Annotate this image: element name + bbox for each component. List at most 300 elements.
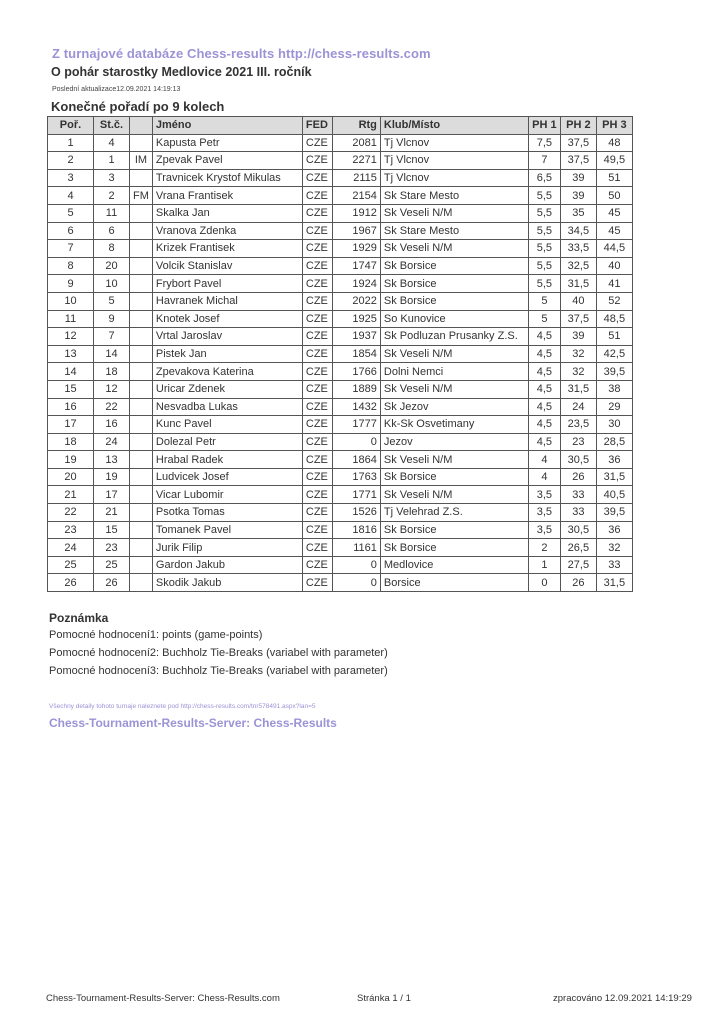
- table-row: [48, 521, 633, 539]
- table-row: [48, 556, 633, 574]
- cell-ph2: 37,5: [560, 310, 596, 328]
- cell-ph1: 3,5: [528, 486, 560, 504]
- cell-ph3: 49,5: [596, 152, 632, 170]
- cell-start-number: 18: [94, 363, 130, 381]
- cell-federation: CZE: [302, 521, 332, 539]
- cell-rank: 7: [48, 240, 94, 258]
- cell-ph3: 39,5: [596, 504, 632, 522]
- cell-name: Vrana Frantisek: [152, 187, 302, 205]
- cell-rank: 16: [48, 398, 94, 416]
- cell-rating: 1766: [332, 363, 380, 381]
- cell-name: Nesvadba Lukas: [152, 398, 302, 416]
- table-row: [48, 169, 633, 187]
- server-link[interactable]: Chess-Tournament-Results-Server: Chess-Results: [49, 716, 337, 730]
- cell-ph1: 2: [528, 539, 560, 557]
- cell-ph1: 5,5: [528, 187, 560, 205]
- cell-rank: 15: [48, 380, 94, 398]
- cell-ph1: 4: [528, 468, 560, 486]
- cell-rank: 20: [48, 468, 94, 486]
- table-row: [48, 240, 633, 258]
- cell-rating: 1526: [332, 504, 380, 522]
- cell-rating: 2271: [332, 152, 380, 170]
- cell-start-number: 12: [94, 380, 130, 398]
- cell-federation: CZE: [302, 240, 332, 258]
- cell-club: Tj Vlcnov: [380, 134, 528, 152]
- cell-club: Tj Vlcnov: [380, 152, 528, 170]
- cell-title: [130, 556, 153, 574]
- cell-rating: 1432: [332, 398, 380, 416]
- cell-club: Tj Velehrad Z.S.: [380, 504, 528, 522]
- cell-rank: 19: [48, 451, 94, 469]
- cell-title: IM: [130, 152, 153, 170]
- cell-start-number: 21: [94, 504, 130, 522]
- cell-start-number: 13: [94, 451, 130, 469]
- cell-name: Kunc Pavel: [152, 416, 302, 434]
- col-header-start-number: St.č.: [94, 117, 130, 135]
- cell-ph3: 38: [596, 380, 632, 398]
- cell-start-number: 22: [94, 398, 130, 416]
- cell-federation: CZE: [302, 310, 332, 328]
- cell-ph1: 4,5: [528, 345, 560, 363]
- cell-rank: 14: [48, 363, 94, 381]
- cell-start-number: 7: [94, 328, 130, 346]
- note-line: Pomocné hodnocení1: points (game-points): [49, 629, 263, 641]
- col-header-name: Jméno: [152, 117, 302, 135]
- table-row: [48, 416, 633, 434]
- cell-start-number: 19: [94, 468, 130, 486]
- col-header-rank: Poř.: [48, 117, 94, 135]
- cell-federation: CZE: [302, 556, 332, 574]
- cell-start-number: 2: [94, 187, 130, 205]
- cell-name: Vicar Lubomir: [152, 486, 302, 504]
- cell-name: Volcik Stanislav: [152, 257, 302, 275]
- cell-ph1: 4,5: [528, 398, 560, 416]
- cell-name: Jurik Filip: [152, 539, 302, 557]
- cell-title: [130, 169, 153, 187]
- cell-title: [130, 222, 153, 240]
- table-row: [48, 204, 633, 222]
- cell-ph3: 48: [596, 134, 632, 152]
- cell-rating: 2115: [332, 169, 380, 187]
- cell-rating: 1771: [332, 486, 380, 504]
- cell-rating: 1864: [332, 451, 380, 469]
- cell-title: [130, 345, 153, 363]
- cell-rating: 0: [332, 574, 380, 592]
- cell-rank: 23: [48, 521, 94, 539]
- cell-ph2: 24: [560, 398, 596, 416]
- cell-name: Kapusta Petr: [152, 134, 302, 152]
- cell-ph1: 1: [528, 556, 560, 574]
- cell-start-number: 26: [94, 574, 130, 592]
- cell-federation: CZE: [302, 204, 332, 222]
- cell-rank: 21: [48, 486, 94, 504]
- cell-start-number: 9: [94, 310, 130, 328]
- cell-ph3: 50: [596, 187, 632, 205]
- cell-ph3: 40: [596, 257, 632, 275]
- col-header-club: Klub/Místo: [380, 117, 528, 135]
- cell-federation: CZE: [302, 345, 332, 363]
- table-row: [48, 486, 633, 504]
- cell-ph3: 36: [596, 451, 632, 469]
- table-row: [48, 134, 633, 152]
- cell-ph2: 39: [560, 169, 596, 187]
- cell-start-number: 3: [94, 169, 130, 187]
- table-row: [48, 257, 633, 275]
- cell-rating: 2154: [332, 187, 380, 205]
- cell-name: Tomanek Pavel: [152, 521, 302, 539]
- cell-ph3: 51: [596, 328, 632, 346]
- cell-federation: CZE: [302, 275, 332, 293]
- cell-start-number: 25: [94, 556, 130, 574]
- col-header-title: [130, 117, 153, 135]
- table-row: [48, 222, 633, 240]
- note-line: Pomocné hodnocení2: Buchholz Tie-Breaks (variabel with parameter): [49, 647, 388, 659]
- cell-start-number: 5: [94, 292, 130, 310]
- cell-rating: 1912: [332, 204, 380, 222]
- cell-rating: 1777: [332, 416, 380, 434]
- cell-title: [130, 275, 153, 293]
- cell-ph1: 5,5: [528, 257, 560, 275]
- table-row: [48, 275, 633, 293]
- table-row: [48, 574, 633, 592]
- cell-federation: CZE: [302, 398, 332, 416]
- cell-title: [130, 539, 153, 557]
- cell-club: Tj Vlcnov: [380, 169, 528, 187]
- footer-processed-timestamp: zpracováno 12.09.2021 14:19:29: [553, 993, 692, 1004]
- cell-title: [130, 451, 153, 469]
- cell-ph3: 51: [596, 169, 632, 187]
- notes-title: Poznámka: [49, 611, 109, 625]
- last-update-timestamp: Poslední aktualizace12.09.2021 14:19:13: [52, 86, 181, 93]
- cell-title: [130, 328, 153, 346]
- cell-ph2: 32: [560, 345, 596, 363]
- cell-ph2: 37,5: [560, 134, 596, 152]
- cell-rating: 1889: [332, 380, 380, 398]
- cell-name: Zpevak Pavel: [152, 152, 302, 170]
- cell-rating: 1854: [332, 345, 380, 363]
- cell-rating: 1937: [332, 328, 380, 346]
- note-line: Pomocné hodnocení3: Buchholz Tie-Breaks (variabel with parameter): [49, 665, 388, 677]
- cell-rank: 25: [48, 556, 94, 574]
- cell-title: [130, 521, 153, 539]
- cell-ph2: 34,5: [560, 222, 596, 240]
- cell-title: [130, 204, 153, 222]
- cell-federation: CZE: [302, 363, 332, 381]
- cell-rank: 4: [48, 187, 94, 205]
- table-row: [48, 433, 633, 451]
- cell-name: Knotek Josef: [152, 310, 302, 328]
- cell-ph1: 3,5: [528, 521, 560, 539]
- cell-ph1: 5,5: [528, 240, 560, 258]
- cell-rating: 1967: [332, 222, 380, 240]
- cell-club: Sk Veseli N/M: [380, 380, 528, 398]
- cell-ph1: 5,5: [528, 275, 560, 293]
- cell-ph2: 26: [560, 574, 596, 592]
- table-row: [48, 292, 633, 310]
- cell-name: Havranek Michal: [152, 292, 302, 310]
- cell-federation: CZE: [302, 574, 332, 592]
- cell-club: Borsice: [380, 574, 528, 592]
- cell-rank: 11: [48, 310, 94, 328]
- cell-federation: CZE: [302, 504, 332, 522]
- cell-name: Vranova Zdenka: [152, 222, 302, 240]
- cell-ph2: 33,5: [560, 240, 596, 258]
- cell-federation: CZE: [302, 134, 332, 152]
- cell-federation: CZE: [302, 152, 332, 170]
- cell-ph2: 32,5: [560, 257, 596, 275]
- cell-ph3: 36: [596, 521, 632, 539]
- cell-rank: 10: [48, 292, 94, 310]
- cell-club: Sk Veseli N/M: [380, 240, 528, 258]
- cell-ph1: 4: [528, 451, 560, 469]
- cell-federation: CZE: [302, 292, 332, 310]
- cell-club: Sk Podluzan Prusanky Z.S.: [380, 328, 528, 346]
- cell-ph3: 45: [596, 204, 632, 222]
- cell-club: Sk Veseli N/M: [380, 451, 528, 469]
- cell-ph1: 5: [528, 292, 560, 310]
- cell-club: Sk Veseli N/M: [380, 345, 528, 363]
- cell-rank: 18: [48, 433, 94, 451]
- cell-ph2: 33: [560, 504, 596, 522]
- standings-table: [47, 116, 633, 592]
- cell-start-number: 20: [94, 257, 130, 275]
- cell-name: Skalka Jan: [152, 204, 302, 222]
- cell-rank: 3: [48, 169, 94, 187]
- cell-federation: CZE: [302, 486, 332, 504]
- cell-name: Uricar Zdenek: [152, 380, 302, 398]
- cell-ph3: 42,5: [596, 345, 632, 363]
- cell-federation: CZE: [302, 257, 332, 275]
- tournament-title: O pohár starostky Medlovice 2021 III. ročník: [51, 65, 312, 79]
- cell-club: Sk Veseli N/M: [380, 486, 528, 504]
- cell-ph1: 7: [528, 152, 560, 170]
- table-row: [48, 504, 633, 522]
- cell-rank: 12: [48, 328, 94, 346]
- table-header-row: [48, 117, 633, 135]
- cell-federation: CZE: [302, 433, 332, 451]
- cell-ph1: 4,5: [528, 363, 560, 381]
- table-row: [48, 398, 633, 416]
- cell-club: Sk Veseli N/M: [380, 204, 528, 222]
- cell-rank: 13: [48, 345, 94, 363]
- cell-start-number: 16: [94, 416, 130, 434]
- cell-ph1: 4,5: [528, 433, 560, 451]
- cell-name: Skodik Jakub: [152, 574, 302, 592]
- cell-club: Kk-Sk Osvetimany: [380, 416, 528, 434]
- cell-ph3: 44,5: [596, 240, 632, 258]
- col-header-rating: Rtg: [332, 117, 380, 135]
- cell-rating: 1929: [332, 240, 380, 258]
- cell-federation: CZE: [302, 468, 332, 486]
- cell-ph2: 27,5: [560, 556, 596, 574]
- standings-body: [48, 134, 633, 591]
- cell-club: Sk Borsice: [380, 292, 528, 310]
- ranking-title: Konečné pořadí po 9 kolech: [51, 99, 225, 114]
- cell-ph3: 28,5: [596, 433, 632, 451]
- cell-ph2: 32: [560, 363, 596, 381]
- cell-rank: 5: [48, 204, 94, 222]
- cell-federation: CZE: [302, 416, 332, 434]
- cell-start-number: 11: [94, 204, 130, 222]
- table-row: [48, 380, 633, 398]
- table-row: [48, 363, 633, 381]
- cell-name: Gardon Jakub: [152, 556, 302, 574]
- cell-ph3: 40,5: [596, 486, 632, 504]
- cell-ph1: 0: [528, 574, 560, 592]
- cell-start-number: 15: [94, 521, 130, 539]
- cell-ph2: 35: [560, 204, 596, 222]
- cell-title: [130, 398, 153, 416]
- cell-title: [130, 363, 153, 381]
- cell-start-number: 8: [94, 240, 130, 258]
- cell-club: So Kunovice: [380, 310, 528, 328]
- cell-ph2: 30,5: [560, 521, 596, 539]
- cell-club: Sk Borsice: [380, 521, 528, 539]
- cell-title: [130, 486, 153, 504]
- cell-ph2: 23,5: [560, 416, 596, 434]
- cell-ph2: 39: [560, 328, 596, 346]
- cell-name: Pistek Jan: [152, 345, 302, 363]
- footer-page-number: Stránka 1 / 1: [357, 993, 411, 1004]
- cell-title: [130, 433, 153, 451]
- cell-club: Sk Borsice: [380, 275, 528, 293]
- col-header-ph3: PH 3: [596, 117, 632, 135]
- cell-federation: CZE: [302, 187, 332, 205]
- cell-start-number: 4: [94, 134, 130, 152]
- cell-club: Sk Borsice: [380, 468, 528, 486]
- table-row: [48, 451, 633, 469]
- cell-title: [130, 310, 153, 328]
- cell-ph3: 30: [596, 416, 632, 434]
- cell-start-number: 23: [94, 539, 130, 557]
- cell-title: [130, 292, 153, 310]
- cell-rank: 1: [48, 134, 94, 152]
- cell-ph3: 33: [596, 556, 632, 574]
- cell-ph3: 31,5: [596, 468, 632, 486]
- cell-title: [130, 504, 153, 522]
- cell-rating: 1161: [332, 539, 380, 557]
- cell-federation: CZE: [302, 539, 332, 557]
- cell-ph1: 4,5: [528, 328, 560, 346]
- cell-federation: CZE: [302, 451, 332, 469]
- cell-club: Dolni Nemci: [380, 363, 528, 381]
- cell-ph3: 39,5: [596, 363, 632, 381]
- cell-federation: CZE: [302, 222, 332, 240]
- cell-club: Sk Borsice: [380, 539, 528, 557]
- cell-start-number: 6: [94, 222, 130, 240]
- table-row: [48, 345, 633, 363]
- cell-name: Hrabal Radek: [152, 451, 302, 469]
- cell-ph1: 6,5: [528, 169, 560, 187]
- cell-club: Sk Stare Mesto: [380, 222, 528, 240]
- cell-title: [130, 380, 153, 398]
- cell-name: Zpevakova Katerina: [152, 363, 302, 381]
- cell-federation: CZE: [302, 169, 332, 187]
- col-header-ph1: PH 1: [528, 117, 560, 135]
- col-header-ph2: PH 2: [560, 117, 596, 135]
- table-row: [48, 328, 633, 346]
- table-row: [48, 468, 633, 486]
- cell-ph2: 39: [560, 187, 596, 205]
- cell-rank: 17: [48, 416, 94, 434]
- cell-ph2: 23: [560, 433, 596, 451]
- cell-ph2: 26: [560, 468, 596, 486]
- cell-start-number: 24: [94, 433, 130, 451]
- cell-ph1: 7,5: [528, 134, 560, 152]
- cell-ph3: 48,5: [596, 310, 632, 328]
- cell-rank: 9: [48, 275, 94, 293]
- cell-club: Sk Stare Mesto: [380, 187, 528, 205]
- cell-start-number: 17: [94, 486, 130, 504]
- cell-ph3: 45: [596, 222, 632, 240]
- cell-title: [130, 416, 153, 434]
- cell-federation: CZE: [302, 328, 332, 346]
- cell-rating: 2081: [332, 134, 380, 152]
- cell-ph1: 5,5: [528, 222, 560, 240]
- cell-start-number: 1: [94, 152, 130, 170]
- table-row: [48, 310, 633, 328]
- cell-title: [130, 134, 153, 152]
- cell-club: Sk Borsice: [380, 257, 528, 275]
- cell-rating: 0: [332, 433, 380, 451]
- table-row: [48, 187, 633, 205]
- col-header-federation: FED: [302, 117, 332, 135]
- database-link[interactable]: Z turnajové databáze Chess-results http://chess-results.com: [52, 46, 431, 61]
- cell-rating: 1763: [332, 468, 380, 486]
- cell-rating: 1924: [332, 275, 380, 293]
- cell-rating: 0: [332, 556, 380, 574]
- cell-ph3: 41: [596, 275, 632, 293]
- cell-start-number: 14: [94, 345, 130, 363]
- cell-ph1: 5: [528, 310, 560, 328]
- cell-name: Vrtal Jaroslav: [152, 328, 302, 346]
- cell-ph1: 3,5: [528, 504, 560, 522]
- cell-rank: 8: [48, 257, 94, 275]
- cell-club: Jezov: [380, 433, 528, 451]
- cell-rank: 22: [48, 504, 94, 522]
- cell-name: Krizek Frantisek: [152, 240, 302, 258]
- cell-title: [130, 468, 153, 486]
- cell-rating: 1816: [332, 521, 380, 539]
- cell-ph2: 30,5: [560, 451, 596, 469]
- cell-rank: 6: [48, 222, 94, 240]
- cell-rating: 2022: [332, 292, 380, 310]
- cell-rank: 26: [48, 574, 94, 592]
- cell-ph3: 52: [596, 292, 632, 310]
- cell-title: FM: [130, 187, 153, 205]
- cell-ph2: 33: [560, 486, 596, 504]
- cell-ph1: 5,5: [528, 204, 560, 222]
- cell-title: [130, 257, 153, 275]
- cell-ph3: 29: [596, 398, 632, 416]
- cell-start-number: 10: [94, 275, 130, 293]
- table-row: [48, 539, 633, 557]
- cell-ph2: 37,5: [560, 152, 596, 170]
- cell-ph1: 4,5: [528, 380, 560, 398]
- cell-rank: 24: [48, 539, 94, 557]
- footer-server-name: Chess-Tournament-Results-Server: Chess-Results.com: [46, 993, 280, 1004]
- cell-club: Sk Jezov: [380, 398, 528, 416]
- cell-name: Dolezal Petr: [152, 433, 302, 451]
- cell-name: Ludvicek Josef: [152, 468, 302, 486]
- table-row: [48, 152, 633, 170]
- cell-ph3: 31,5: [596, 574, 632, 592]
- tournament-details-link[interactable]: Všechny detaily tohoto turnaje naleznete pod http://chess-results.com/tnr578491.aspx?lan=5: [49, 703, 316, 710]
- cell-club: Medlovice: [380, 556, 528, 574]
- cell-ph2: 31,5: [560, 380, 596, 398]
- cell-name: Travnicek Krystof Mikulas: [152, 169, 302, 187]
- cell-rating: 1747: [332, 257, 380, 275]
